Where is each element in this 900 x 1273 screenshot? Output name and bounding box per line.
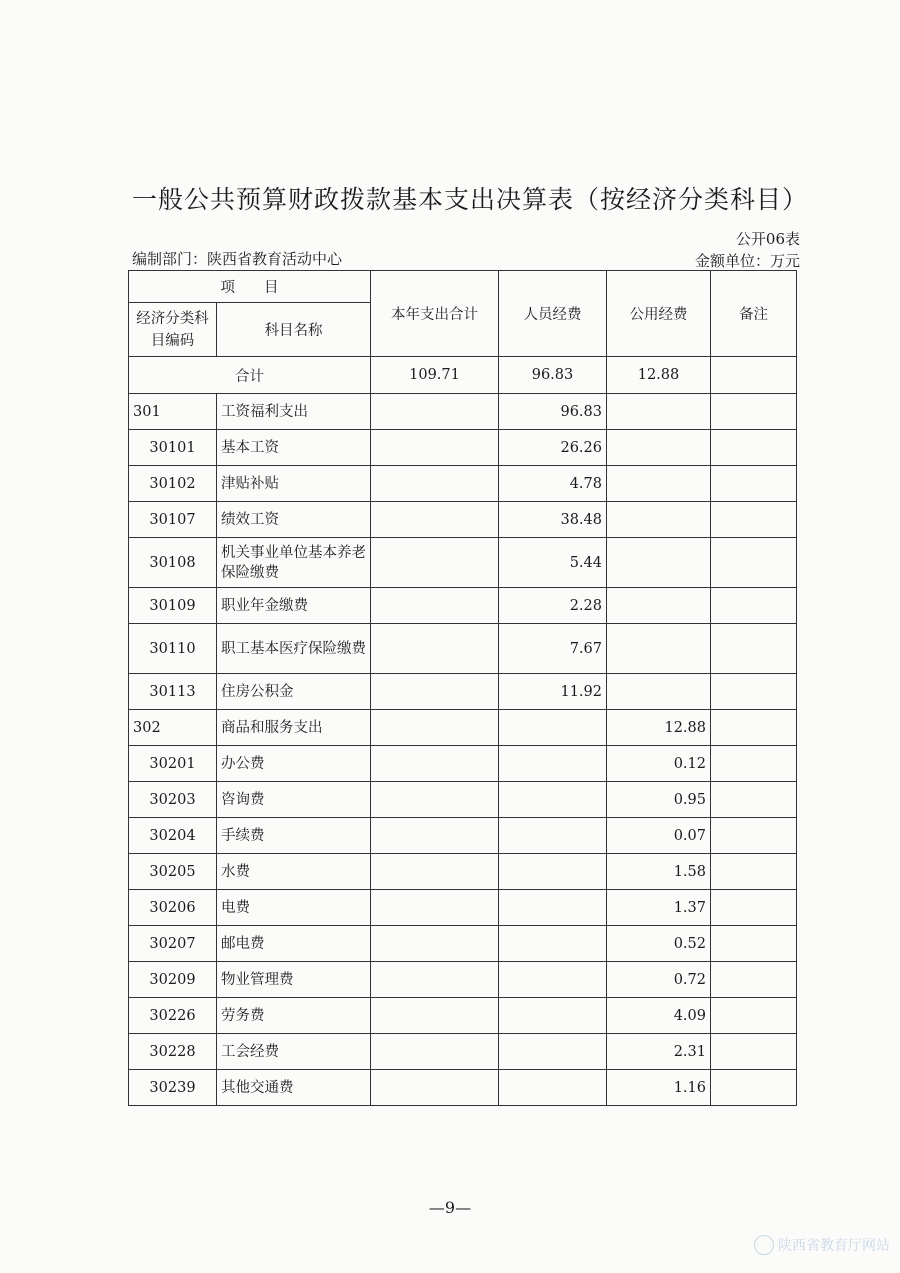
row-remark: [711, 926, 797, 962]
row-personnel: 2.28: [499, 588, 607, 624]
row-total: [371, 1034, 499, 1070]
header-project: 项 目: [129, 271, 371, 303]
header-personnel: 人员经费: [499, 271, 607, 357]
row-public: 0.07: [607, 818, 711, 854]
row-name: 职工基本医疗保险缴费: [217, 624, 371, 674]
row-personnel: 7.67: [499, 624, 607, 674]
row-name: 基本工资: [217, 430, 371, 466]
row-remark: [711, 624, 797, 674]
table-row: [129, 502, 797, 538]
row-code: 30207: [129, 926, 217, 962]
table-row: [129, 890, 797, 926]
row-total: [371, 782, 499, 818]
row-code: 30239: [129, 1070, 217, 1106]
row-remark: [711, 890, 797, 926]
table-row: [129, 782, 797, 818]
row-public: 0.95: [607, 782, 711, 818]
row-total: [371, 926, 499, 962]
row-code: 30113: [129, 674, 217, 710]
row-public: 0.12: [607, 746, 711, 782]
row-personnel: 96.83: [499, 394, 607, 430]
unit-label: 金额单位：万元: [694, 252, 800, 270]
row-total: [371, 588, 499, 624]
row-personnel: 26.26: [499, 430, 607, 466]
row-code: 302: [129, 710, 217, 746]
row-total: [371, 502, 499, 538]
row-name: 水费: [217, 854, 371, 890]
header-code: 经济分类科目编码: [129, 303, 217, 357]
row-public: 2.31: [607, 1034, 711, 1070]
row-total: [371, 710, 499, 746]
header-total: 本年支出合计: [371, 271, 499, 357]
row-remark: [711, 394, 797, 430]
row-remark: [711, 588, 797, 624]
total-personnel: 96.83: [499, 357, 607, 394]
row-code: 30204: [129, 818, 217, 854]
row-remark: [711, 962, 797, 998]
row-remark: [711, 998, 797, 1034]
row-total: [371, 538, 499, 588]
table-row: [129, 674, 797, 710]
row-code: 30201: [129, 746, 217, 782]
row-public: [607, 394, 711, 430]
row-code: 301: [129, 394, 217, 430]
row-remark: [711, 782, 797, 818]
row-name: 办公费: [217, 746, 371, 782]
row-total: [371, 466, 499, 502]
row-public: [607, 624, 711, 674]
table-row: [129, 746, 797, 782]
row-remark: [711, 1034, 797, 1070]
row-total: [371, 890, 499, 926]
row-total: [371, 962, 499, 998]
row-total: [371, 854, 499, 890]
header-name: 科目名称: [217, 303, 371, 357]
row-remark: [711, 466, 797, 502]
watermark: [754, 1235, 890, 1255]
row-remark: [711, 854, 797, 890]
header-remark: 备注: [711, 271, 797, 357]
row-remark: [711, 502, 797, 538]
row-personnel: [499, 926, 607, 962]
budget-table: [128, 270, 797, 1106]
row-total: [371, 1070, 499, 1106]
row-name: 住房公积金: [217, 674, 371, 710]
row-total: [371, 818, 499, 854]
form-number: 公开06表: [735, 230, 800, 248]
row-name: 其他交通费: [217, 1070, 371, 1106]
row-code: 30109: [129, 588, 217, 624]
row-name: 机关事业单位基本养老保险缴费: [217, 538, 371, 588]
total-row: [129, 357, 797, 394]
row-code: 30108: [129, 538, 217, 588]
row-code: 30107: [129, 502, 217, 538]
row-code: 30205: [129, 854, 217, 890]
row-personnel: [499, 782, 607, 818]
table-row: [129, 998, 797, 1034]
total-public: 12.88: [607, 357, 711, 394]
row-name: 电费: [217, 890, 371, 926]
row-personnel: [499, 746, 607, 782]
table-row: [129, 624, 797, 674]
row-public: [607, 674, 711, 710]
table-row: [129, 818, 797, 854]
flower-logo-icon: [754, 1235, 774, 1255]
row-personnel: [499, 710, 607, 746]
page-number: —9—: [428, 1198, 472, 1217]
row-name: 邮电费: [217, 926, 371, 962]
department-label: 编制部门：陕西省教育活动中心: [132, 250, 343, 268]
total-amount: 109.71: [371, 357, 499, 394]
table-row: [129, 710, 797, 746]
row-code: 30203: [129, 782, 217, 818]
page-title: 一般公共预算财政拨款基本支出决算表（按经济分类科目）: [132, 185, 809, 214]
row-name: 职业年金缴费: [217, 588, 371, 624]
row-code: 30110: [129, 624, 217, 674]
row-public: [607, 466, 711, 502]
row-name: 咨询费: [217, 782, 371, 818]
table-row: [129, 430, 797, 466]
row-total: [371, 746, 499, 782]
row-personnel: [499, 962, 607, 998]
row-total: [371, 394, 499, 430]
row-public: 1.58: [607, 854, 711, 890]
total-remark: [711, 357, 797, 394]
row-name: 工会经费: [217, 1034, 371, 1070]
row-public: 1.16: [607, 1070, 711, 1106]
total-label: 合计: [129, 357, 371, 394]
row-remark: [711, 1070, 797, 1106]
row-total: [371, 430, 499, 466]
row-public: [607, 430, 711, 466]
table-row: [129, 1070, 797, 1106]
row-personnel: [499, 1070, 607, 1106]
row-remark: [711, 746, 797, 782]
row-public: 4.09: [607, 998, 711, 1034]
row-personnel: [499, 1034, 607, 1070]
row-remark: [711, 430, 797, 466]
row-total: [371, 998, 499, 1034]
row-name: 手续费: [217, 818, 371, 854]
row-personnel: [499, 998, 607, 1034]
row-personnel: 5.44: [499, 538, 607, 588]
row-remark: [711, 674, 797, 710]
row-code: 30102: [129, 466, 217, 502]
row-personnel: [499, 890, 607, 926]
row-name: 物业管理费: [217, 962, 371, 998]
row-public: 0.52: [607, 926, 711, 962]
row-code: 30228: [129, 1034, 217, 1070]
row-personnel: 38.48: [499, 502, 607, 538]
row-public: 0.72: [607, 962, 711, 998]
table-row: [129, 466, 797, 502]
row-personnel: 4.78: [499, 466, 607, 502]
row-name: 绩效工资: [217, 502, 371, 538]
row-public: [607, 538, 711, 588]
row-public: 12.88: [607, 710, 711, 746]
table-row: [129, 926, 797, 962]
header-public: 公用经费: [607, 271, 711, 357]
row-name: 商品和服务支出: [217, 710, 371, 746]
row-public: [607, 588, 711, 624]
table-row: [129, 962, 797, 998]
table-row: [129, 854, 797, 890]
row-code: 30101: [129, 430, 217, 466]
table-row: [129, 1034, 797, 1070]
row-code: 30206: [129, 890, 217, 926]
row-public: 1.37: [607, 890, 711, 926]
row-personnel: [499, 854, 607, 890]
row-personnel: [499, 818, 607, 854]
row-remark: [711, 538, 797, 588]
row-name: 劳务费: [217, 998, 371, 1034]
row-total: [371, 674, 499, 710]
table-row: [129, 588, 797, 624]
row-name: 津贴补贴: [217, 466, 371, 502]
row-personnel: 11.92: [499, 674, 607, 710]
row-public: [607, 502, 711, 538]
row-name: 工资福利支出: [217, 394, 371, 430]
row-total: [371, 624, 499, 674]
row-code: 30209: [129, 962, 217, 998]
row-code: 30226: [129, 998, 217, 1034]
table-row: [129, 538, 797, 588]
table-row: [129, 394, 797, 430]
watermark-text: 陕西省教育厅网站: [778, 1238, 890, 1254]
row-remark: [711, 818, 797, 854]
row-remark: [711, 710, 797, 746]
